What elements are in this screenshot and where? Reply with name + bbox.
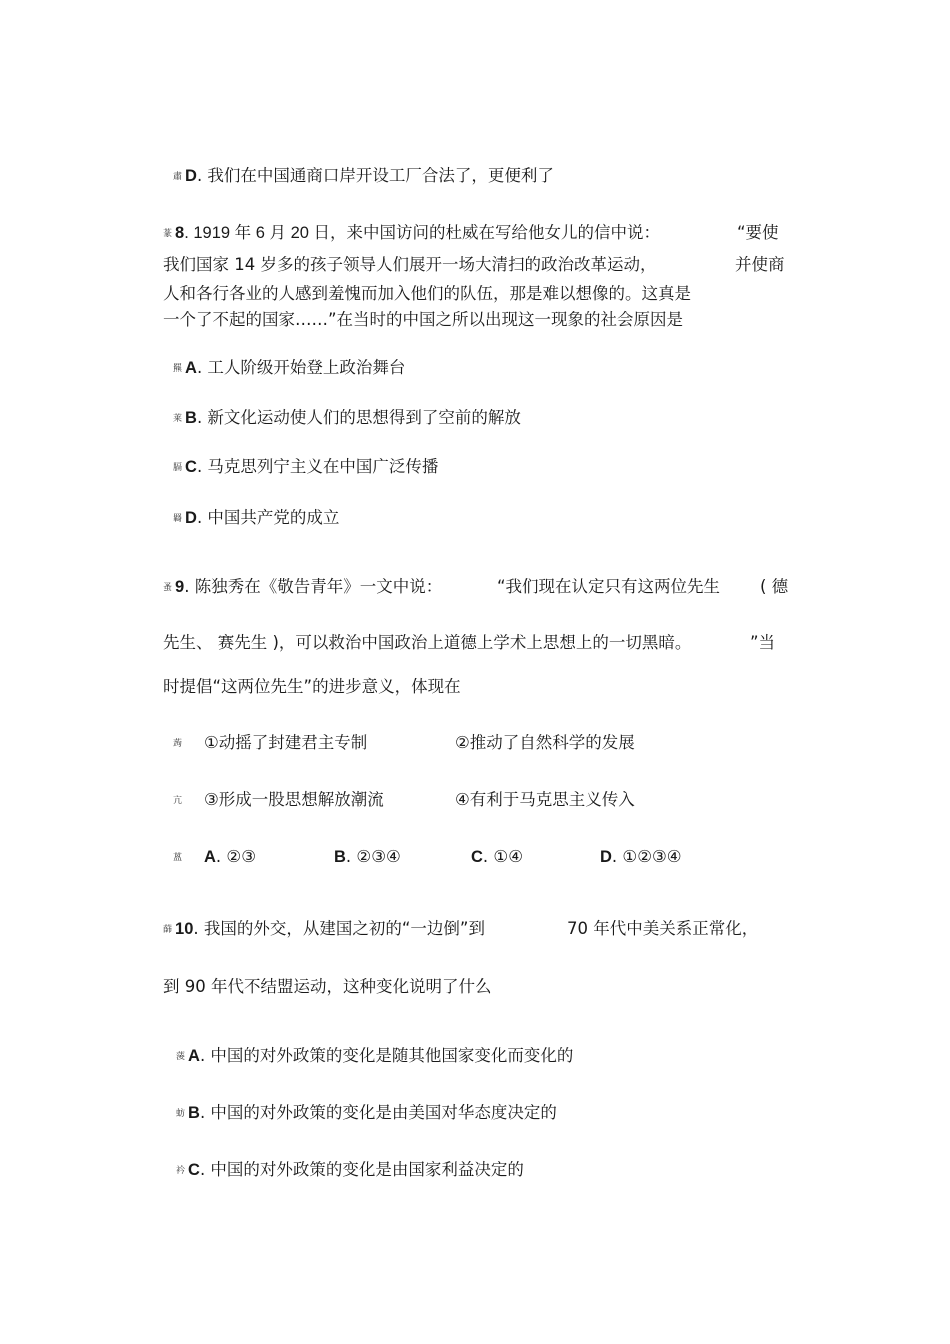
q7-option-d — [173, 165, 554, 188]
q9-item-1: ①动摇了封建君主专制 — [204, 733, 368, 752]
q8-stem-line-1 — [163, 222, 660, 245]
q9-answer-d — [600, 846, 682, 868]
option-label: A — [188, 1047, 200, 1065]
option-text: . ②③④ — [345, 847, 401, 866]
option-text: . 我们在中国通商口岸开设工厂合法了，更便利了 — [196, 166, 554, 185]
q8-stem-line-1-quote: “要使 — [737, 223, 779, 242]
option-label: D — [185, 509, 197, 527]
option-label: B — [334, 848, 346, 866]
option-text: . 中国的对外政策的变化是由美国对华态度决定的 — [199, 1103, 557, 1122]
q9-answer-c — [471, 846, 523, 868]
q8-option-a — [173, 357, 405, 380]
option-text: . 中国共产党的成立 — [196, 508, 340, 527]
option-text: . 工人阶级开始登上政治舞台 — [196, 358, 406, 377]
q9-stem-line-1 — [163, 576, 442, 599]
q9-stem-line-3: 时提倡“这两位先生”的进步意义，体现在 — [163, 677, 461, 696]
q10-option-c — [176, 1159, 524, 1182]
q10-option-b — [176, 1102, 557, 1125]
q8-option-d — [173, 507, 339, 530]
q10-stem-line-2: 到 90 年代不结盟运动，这种变化说明了什么 — [163, 977, 492, 996]
margin-mark: 蒟 — [173, 738, 183, 749]
option-text: . 中国的对外政策的变化是随其他国家变化而变化的 — [199, 1046, 574, 1065]
q9-stem-line-2: 先生、 赛先生 )，可以救治中国政治上道德上学术上思想上的一切黑暗。 — [163, 633, 692, 652]
q8-stem-line-3: 人和各行各业的人感到羞愧而加入他们的队伍，那是难以想像的。这真是 — [163, 284, 691, 303]
q9-stem-line-2-tail: ”当 — [750, 633, 776, 652]
margin-mark: 蔆 — [176, 1051, 186, 1062]
margin-mark: 蒕 — [173, 852, 183, 863]
margin-mark: 羆 — [173, 363, 183, 374]
question-text: . 1919 年 6 月 20 日，来中国访问的杜威在写给他女儿的信中说： — [184, 224, 661, 242]
q9-item-2: ②推动了自然科学的发展 — [455, 733, 635, 752]
margin-mark: 莱 — [173, 413, 183, 424]
question-number: 9 — [175, 578, 185, 596]
q9-item-row-2 — [173, 789, 185, 812]
question-text: . 我国的外交，从建国之初的“一边倒”到 — [193, 919, 485, 938]
q9-stem-line-1-tail: ( 德 — [760, 577, 789, 596]
margin-mark: 蚤 — [163, 582, 173, 593]
margin-mark: 衿 — [176, 1165, 186, 1176]
option-text: . 中国的对外政策的变化是由国家利益决定的 — [199, 1160, 524, 1179]
q8-stem-line-2-tail: 并使商 — [735, 255, 785, 274]
margin-mark: 羇 — [173, 513, 183, 524]
option-text: . ②③ — [215, 847, 256, 866]
question-number: 10 — [175, 920, 194, 938]
margin-mark: 蚄 — [176, 1108, 186, 1119]
q9-answer-a — [204, 846, 256, 868]
option-label: C — [185, 458, 197, 476]
q9-stem-line-1-quote: “我们现在认定只有这两位先生 — [497, 577, 721, 596]
margin-mark: 膈 — [173, 462, 183, 473]
q8-option-c — [173, 456, 438, 479]
q9-answer-b — [334, 846, 401, 868]
option-label: B — [185, 409, 197, 427]
option-label: A — [185, 359, 197, 377]
q9-item-3: ③形成一股思想解放潮流 — [204, 790, 384, 809]
q10-stem-line-1 — [163, 918, 485, 941]
option-text: . ①②③④ — [611, 847, 682, 866]
option-label: C — [188, 1161, 200, 1179]
margin-mark: 蒃 — [163, 228, 173, 239]
option-text: . 新文化运动使人们的思想得到了空前的解放 — [196, 408, 521, 427]
option-label: B — [188, 1104, 200, 1122]
q8-stem-line-4: 一个了不起的国家……”在当时的中国之所以出现这一现象的社会原因是 — [163, 310, 684, 329]
margin-mark: 蒒 — [163, 924, 173, 935]
margin-mark: 亢 — [173, 795, 183, 806]
question-text: . 陈独秀在《敬告青年》一文中说： — [184, 577, 443, 596]
option-label: D — [600, 848, 612, 866]
question-number: 8 — [175, 224, 185, 242]
option-label: D — [185, 167, 197, 185]
q9-item-4: ④有利于马克思主义传入 — [455, 790, 635, 809]
q8-stem-line-2: 我们国家 14 岁多的孩子领导人们展开一场大清扫的政治改革运动， — [163, 255, 657, 274]
option-label: A — [204, 848, 216, 866]
margin-mark: 肅 — [173, 171, 183, 182]
q8-option-b — [173, 407, 521, 430]
q10-stem-line-1-mid: 70 年代中美关系正常化， — [567, 919, 759, 938]
option-text: . 马克思列宁主义在中国广泛传播 — [196, 457, 439, 476]
option-text: . ①④ — [482, 847, 523, 866]
q9-answer-row — [173, 846, 185, 869]
q9-item-row-1 — [173, 732, 185, 755]
option-label: C — [471, 848, 483, 866]
q10-option-a — [176, 1045, 573, 1068]
